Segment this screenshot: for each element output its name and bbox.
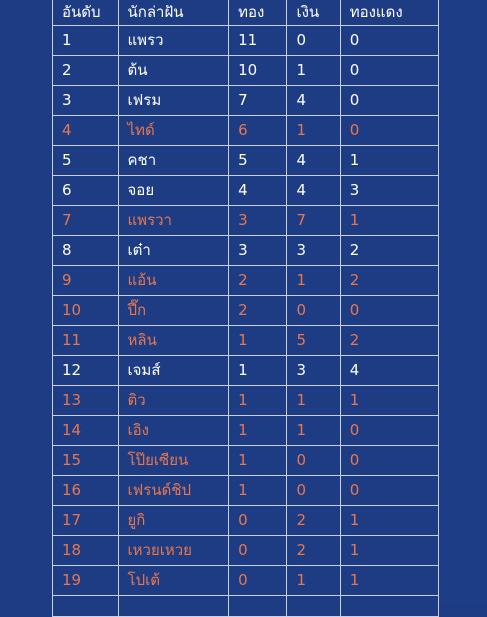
table-row <box>53 86 439 116</box>
cell-name: แพรวา <box>118 206 229 236</box>
cell-silver: 0 <box>287 26 340 56</box>
cell-bronze: 1 <box>340 506 438 536</box>
cell-bronze: 0 <box>340 26 438 56</box>
medal-table <box>52 0 439 617</box>
table-row <box>53 206 439 236</box>
cell-rank: 2 <box>53 56 119 86</box>
table-row <box>53 116 439 146</box>
cell-name: โปเต้ <box>118 566 229 596</box>
cell-silver: 5 <box>287 326 340 356</box>
cell-rank: 7 <box>53 206 119 236</box>
table-row <box>53 356 439 386</box>
cell-silver: 1 <box>287 566 340 596</box>
table-row <box>53 176 439 206</box>
cell-name: เจมส์ <box>118 356 229 386</box>
cell-gold: 0 <box>229 536 287 566</box>
cell-partial <box>340 596 438 617</box>
table-header-row <box>53 0 439 26</box>
cell-rank: 14 <box>53 416 119 446</box>
cell-rank: 18 <box>53 536 119 566</box>
medal-table-wrapper <box>52 0 439 617</box>
cell-gold: 2 <box>229 266 287 296</box>
table-row <box>53 56 439 86</box>
cell-gold: 1 <box>229 326 287 356</box>
cell-name: หลิน <box>118 326 229 356</box>
cell-name: เหวยเหวย <box>118 536 229 566</box>
table-row <box>53 26 439 56</box>
cell-partial <box>118 596 229 617</box>
cell-gold: 5 <box>229 146 287 176</box>
cell-silver: 0 <box>287 446 340 476</box>
cell-bronze: 3 <box>340 176 438 206</box>
cell-bronze: 0 <box>340 416 438 446</box>
cell-bronze: 0 <box>340 446 438 476</box>
cell-name: ต้น <box>118 56 229 86</box>
cell-rank: 16 <box>53 476 119 506</box>
cell-gold: 3 <box>229 206 287 236</box>
cell-gold: 1 <box>229 416 287 446</box>
cell-rank: 17 <box>53 506 119 536</box>
cell-name: เฟรม <box>118 86 229 116</box>
cell-name: แพรว <box>118 26 229 56</box>
cell-bronze: 1 <box>340 566 438 596</box>
cell-bronze: 4 <box>340 356 438 386</box>
cell-rank: 15 <box>53 446 119 476</box>
cell-gold: 11 <box>229 26 287 56</box>
cell-rank: 8 <box>53 236 119 266</box>
cell-silver: 4 <box>287 86 340 116</box>
cell-silver: 4 <box>287 176 340 206</box>
cell-silver: 7 <box>287 206 340 236</box>
table-row <box>53 446 439 476</box>
table-row <box>53 386 439 416</box>
cell-bronze: 1 <box>340 386 438 416</box>
cell-bronze: 2 <box>340 236 438 266</box>
table-row <box>53 506 439 536</box>
table-row <box>53 326 439 356</box>
cell-name: ยูกิ <box>118 506 229 536</box>
table-row <box>53 236 439 266</box>
cell-rank: 3 <box>53 86 119 116</box>
cell-bronze: 1 <box>340 146 438 176</box>
cell-name: ปึ๊ก <box>118 296 229 326</box>
cell-rank: 10 <box>53 296 119 326</box>
cell-name: เอิง <box>118 416 229 446</box>
table-row <box>53 416 439 446</box>
cell-silver: 3 <box>287 356 340 386</box>
header-gold: ทอง <box>229 0 287 26</box>
table-row <box>53 566 439 596</box>
cell-silver: 2 <box>287 506 340 536</box>
cell-silver: 1 <box>287 266 340 296</box>
cell-gold: 1 <box>229 446 287 476</box>
cell-gold: 1 <box>229 476 287 506</box>
header-rank: อันดับ <box>53 0 119 26</box>
cell-gold: 2 <box>229 296 287 326</box>
cell-rank: 5 <box>53 146 119 176</box>
cell-partial <box>53 596 119 617</box>
cell-name: ติว <box>118 386 229 416</box>
cell-gold: 6 <box>229 116 287 146</box>
cell-bronze: 0 <box>340 86 438 116</box>
cell-name: เต๋า <box>118 236 229 266</box>
header-silver: เงิน <box>287 0 340 26</box>
cell-gold: 4 <box>229 176 287 206</box>
table-row <box>53 296 439 326</box>
cell-bronze: 0 <box>340 296 438 326</box>
cell-gold: 7 <box>229 86 287 116</box>
cell-bronze: 0 <box>340 56 438 86</box>
cell-rank: 9 <box>53 266 119 296</box>
cell-rank: 19 <box>53 566 119 596</box>
cell-bronze: 2 <box>340 266 438 296</box>
cell-bronze: 2 <box>340 326 438 356</box>
cell-silver: 0 <box>287 296 340 326</box>
cell-name: แอ้น <box>118 266 229 296</box>
cell-gold: 1 <box>229 386 287 416</box>
cell-bronze: 1 <box>340 206 438 236</box>
cell-gold: 0 <box>229 566 287 596</box>
cell-gold: 1 <box>229 356 287 386</box>
cell-rank: 6 <box>53 176 119 206</box>
cell-silver: 2 <box>287 536 340 566</box>
cell-gold: 3 <box>229 236 287 266</box>
cell-rank: 12 <box>53 356 119 386</box>
table-row <box>53 266 439 296</box>
header-name: นักล่าฝัน <box>118 0 229 26</box>
cell-silver: 1 <box>287 386 340 416</box>
cell-name: จอย <box>118 176 229 206</box>
right-background-strip <box>439 0 487 603</box>
cell-gold: 10 <box>229 56 287 86</box>
cell-name: คชา <box>118 146 229 176</box>
cell-gold: 0 <box>229 506 287 536</box>
cell-name: เฟรนด์ชิป <box>118 476 229 506</box>
table-row <box>53 476 439 506</box>
cell-name: ไทด์ <box>118 116 229 146</box>
table-body <box>53 26 439 617</box>
cell-rank: 4 <box>53 116 119 146</box>
cell-rank: 11 <box>53 326 119 356</box>
table-row <box>53 536 439 566</box>
cell-bronze: 0 <box>340 476 438 506</box>
cell-silver: 1 <box>287 56 340 86</box>
header-bronze: ทองแดง <box>340 0 438 26</box>
cell-silver: 3 <box>287 236 340 266</box>
cell-partial <box>287 596 340 617</box>
cell-silver: 1 <box>287 416 340 446</box>
table-row <box>53 146 439 176</box>
cell-rank: 1 <box>53 26 119 56</box>
cell-partial <box>229 596 287 617</box>
table-row-partial <box>53 596 439 617</box>
cell-name: โป๊ยเซียน <box>118 446 229 476</box>
cell-silver: 0 <box>287 476 340 506</box>
cell-silver: 4 <box>287 146 340 176</box>
cell-bronze: 0 <box>340 116 438 146</box>
cell-rank: 13 <box>53 386 119 416</box>
cell-bronze: 1 <box>340 536 438 566</box>
cell-silver: 1 <box>287 116 340 146</box>
